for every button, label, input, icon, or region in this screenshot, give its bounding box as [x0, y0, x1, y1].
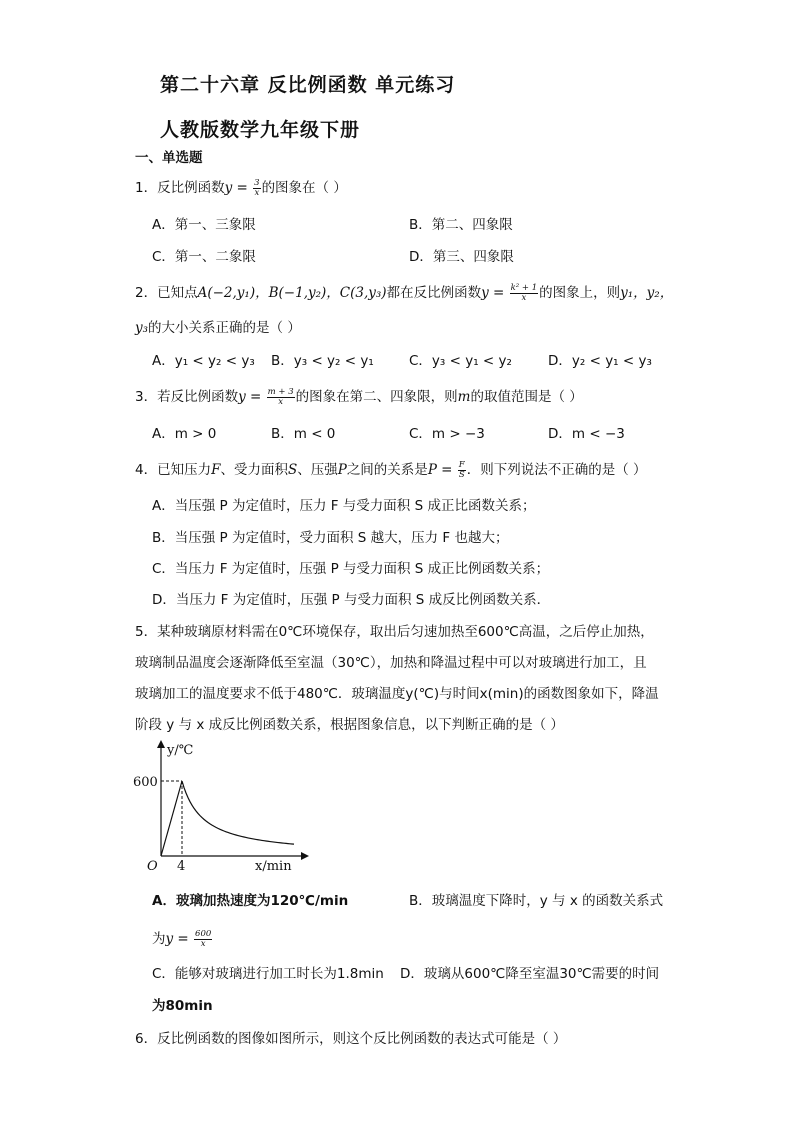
- option-5b[interactable]: B．玻璃温度下降时，y 与 x 的函数关系式: [409, 893, 664, 909]
- peak-y-label: 600: [133, 775, 158, 790]
- option-5d-cont[interactable]: 为80min: [152, 998, 213, 1014]
- origin-label: O: [147, 859, 158, 874]
- fraction: $\frac{F}{S}$: [458, 459, 465, 480]
- question-4: 4．已知压力F、受力面积S、压强P之间的关系是P = $\frac{F}{S}$ ．则下列说法不正确的是（ ）: [135, 459, 647, 480]
- question-5-line2: 玻璃制品温度会逐渐降低至室温（30℃），加热和降温过程中可以对玻璃进行加工，且: [135, 655, 647, 671]
- page-title: 第二十六章 反比例函数 单元练习: [160, 74, 456, 96]
- option-1b[interactable]: B．第二、四象限: [409, 217, 513, 233]
- question-5-line3: 玻璃加工的温度要求不低于480℃．玻璃温度y(℃)与时间x(min)的函数图象如下，降温: [135, 686, 659, 702]
- option-5d[interactable]: D．玻璃从600℃降至室温30℃需要的时间: [400, 966, 660, 982]
- peak-x-label: 4: [177, 859, 186, 874]
- option-4b[interactable]: B．当压强 P 为定值时，受力面积 S 越大，压力 F 也越大；: [152, 530, 509, 546]
- fraction: $\frac{3}{x}$: [254, 177, 260, 198]
- cooling-curve: [182, 781, 294, 844]
- option-5b-cont[interactable]: 为y = $\frac{600}{x}$: [152, 928, 212, 949]
- option-2d[interactable]: D．y₂ < y₁ < y₃: [548, 353, 652, 369]
- x-axis-label: x/min: [255, 859, 292, 874]
- option-2a[interactable]: A．y₁ < y₂ < y₃: [152, 353, 255, 369]
- option-4a[interactable]: A．当压强 P 为定值时，压力 F 与受力面积 S 成正比函数关系；: [152, 498, 536, 514]
- question-2-cont: y₃的大小关系正确的是（ ）: [135, 320, 301, 336]
- option-4c[interactable]: C．当压力 F 为定值时，压强 P 与受力面积 S 成正比例函数关系；: [152, 561, 550, 577]
- option-2b[interactable]: B．y₃ < y₂ < y₁: [271, 353, 374, 369]
- option-4d[interactable]: D．当压力 F 为定值时，压强 P 与受力面积 S 成反比例函数关系．: [152, 592, 551, 608]
- option-2c[interactable]: C．y₃ < y₁ < y₂: [409, 353, 512, 369]
- option-1a[interactable]: A．第一、三象限: [152, 217, 256, 233]
- fraction: $\frac{m + 3}{x}$: [267, 386, 294, 407]
- question-1: 1．反比例函数y = $\frac{3}{x}$ 的图象在（ ）: [135, 177, 347, 198]
- option-3b[interactable]: B．m < 0: [271, 426, 336, 442]
- fraction: $\frac{600}{x}$: [195, 928, 212, 949]
- option-1d[interactable]: D．第三、四象限: [409, 249, 514, 265]
- question-6: 6．反比例函数的图像如图所示，则这个反比例函数的表达式可能是（ ）: [135, 1031, 567, 1047]
- option-1c[interactable]: C．第一、二象限: [152, 249, 256, 265]
- y-axis-label: y/℃: [167, 743, 194, 758]
- option-3a[interactable]: A．m > 0: [152, 426, 217, 442]
- question-2: 2．已知点A(−2,y₁)，B(−1,y₂)，C(3,y₃)都在反比例函数y = $\frac{\text{k² + 1}}{x}$ 的图象上，则y₁，y₂，: [135, 282, 674, 303]
- option-5a[interactable]: A．玻璃加热速度为120℃/min: [152, 893, 349, 909]
- option-3c[interactable]: C．m > −3: [409, 426, 485, 442]
- temperature-graph: [125, 738, 325, 878]
- question-5-line1: 5．某种玻璃原材料需在0℃环境保存，取出后匀速加热至600℃高温，之后停止加热，: [135, 624, 654, 640]
- option-5c[interactable]: C．能够对玻璃进行加工时长为1.8min: [152, 966, 384, 982]
- question-5-line4: 阶段 y 与 x 成反比例函数关系，根据图象信息，以下判断正确的是（ ）: [135, 717, 564, 733]
- option-3d[interactable]: D．m < −3: [548, 426, 625, 442]
- fraction: $\frac{\text{k² + 1}}{x}$: [510, 282, 538, 303]
- question-3: 3．若反比例函数y = $\frac{m + 3}{x}$ 的图象在第二、四象限，则m的取值范围是（ ）: [135, 386, 583, 407]
- page-subtitle: 人教版数学九年级下册: [160, 119, 361, 141]
- section-heading: 一、单选题: [135, 150, 203, 166]
